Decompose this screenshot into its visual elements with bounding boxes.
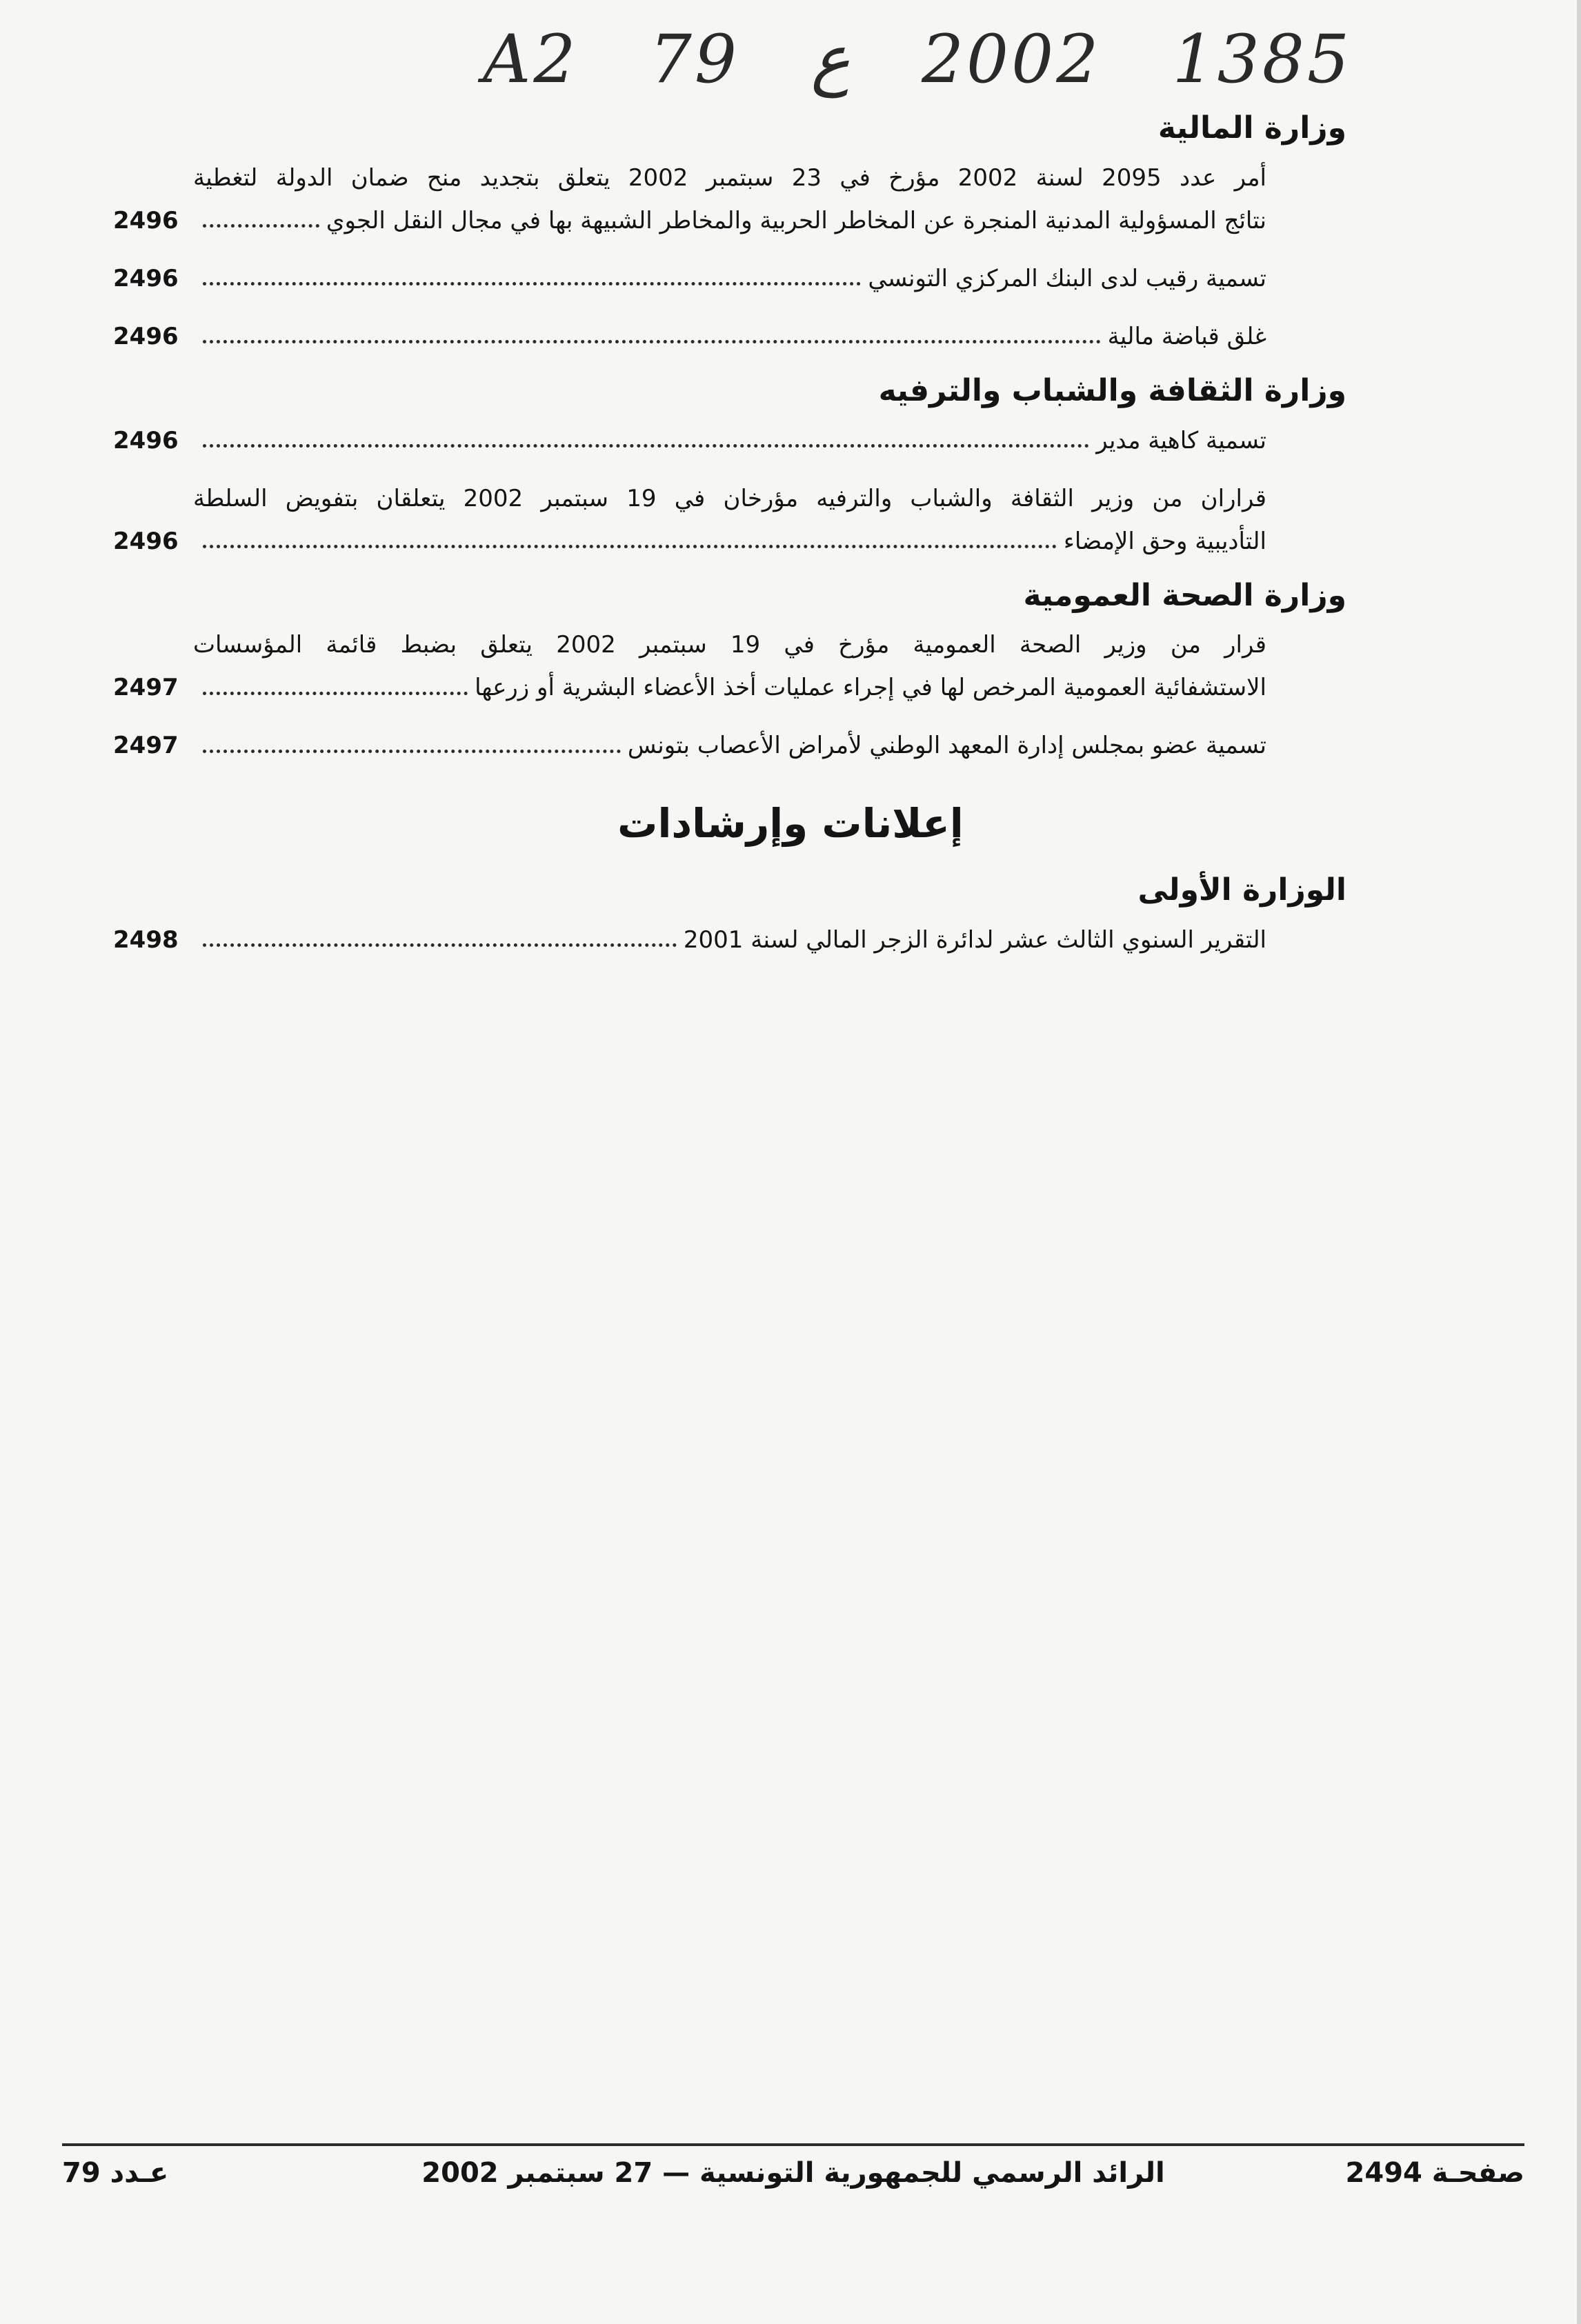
- table-of-contents: [113, 110, 1346, 782]
- toc-entry: [113, 257, 1266, 300]
- dot-leader: [203, 943, 677, 947]
- ministry-heading: وزارة الصحة العمومية: [1023, 577, 1346, 613]
- ministry-heading: الوزارة الأولى: [1137, 872, 1346, 908]
- entry-line: [113, 666, 1266, 709]
- toc-entry: [113, 724, 1266, 767]
- ministry-heading: وزارة المالية: [1157, 110, 1346, 146]
- announcements-title: إعلانات وإرشادات: [617, 800, 964, 847]
- toc-entry: [113, 315, 1266, 358]
- page-number: 2497: [113, 732, 179, 760]
- entry-title: تسمية عضو بمجلس إدارة المعهد الوطني لأمراض الأعصاب بتونس: [627, 732, 1266, 760]
- dot-leader: [203, 340, 1101, 343]
- scan-edge: [1577, 0, 1581, 2324]
- handwritten-mark: 1385: [1172, 21, 1352, 98]
- handwritten-mark: A2: [483, 21, 579, 98]
- issue-number: عـدد 79: [62, 2157, 169, 2189]
- entry-line: [113, 315, 1266, 358]
- entry-title: تسمية رقيب لدى البنك المركزي التونسي: [868, 264, 1266, 292]
- dot-leader: [203, 224, 319, 228]
- page-number: 2498: [113, 925, 179, 954]
- footer-page-number: صفحـة 2494: [1345, 2157, 1524, 2189]
- entry-title: الاستشفائية العمومية المرخص لها في إجراء عمليات أخذ الأعضاء البشرية أو زرعها: [475, 674, 1266, 702]
- page-number: 2496: [113, 527, 179, 555]
- entry-line: [113, 919, 1266, 961]
- entry-line: [113, 199, 1266, 242]
- entry-title: تسمية كاهية مدير: [1096, 426, 1266, 454]
- entry-title: غلق قباضة مالية: [1107, 322, 1266, 350]
- toc-section: [113, 372, 1346, 563]
- toc-entry: [113, 623, 1266, 709]
- publication-title: الرائد الرسمي للجمهورية التونسية — 27 سبتمبر 2002: [421, 2157, 1165, 2189]
- entry-line: [113, 520, 1266, 563]
- entry-text: قراران من وزير الثقافة والشباب والترفيه مؤرخان في 19 سبتمبر 2002 يتعلقان بتفويض السلطة: [193, 484, 1266, 512]
- entry-line: [113, 257, 1266, 300]
- dot-leader: [203, 545, 1057, 548]
- handwritten-mark: ع: [811, 21, 851, 98]
- dot-leader: [203, 750, 621, 753]
- toc-entry: [113, 919, 1266, 961]
- footer-rule: [62, 2143, 1524, 2146]
- announcements-contents: [113, 872, 1346, 976]
- toc-section: [113, 110, 1346, 358]
- page-number: 2496: [113, 264, 179, 292]
- ministry-heading: وزارة الثقافة والشباب والترفيه: [878, 372, 1346, 408]
- toc-entry: [113, 477, 1266, 563]
- toc-entry: [113, 157, 1266, 242]
- dot-leader: [203, 444, 1089, 448]
- entry-line: [113, 419, 1266, 462]
- page-number: 2496: [113, 322, 179, 350]
- page-number: 2496: [113, 206, 179, 234]
- entry-title: التأديبية وحق الإمضاء: [1063, 527, 1266, 555]
- page-number: 2497: [113, 674, 179, 702]
- handwritten-reference-note: [483, 21, 1352, 98]
- entry-title: نتائج المسؤولية المدنية المنجرة عن المخاطر الحربية والمخاطر الشبيهة بها في مجال النقل الجوي: [326, 206, 1266, 234]
- entry-line: [113, 724, 1266, 767]
- toc-section: [113, 577, 1346, 768]
- dot-leader: [203, 282, 861, 286]
- page-footer: [62, 2157, 1524, 2198]
- entry-text: أمر عدد 2095 لسنة 2002 مؤرخ في 23 سبتمبر 2002 يتعلق بتجديد منح ضمان الدولة لتغطية: [193, 163, 1266, 192]
- handwritten-mark: 79: [649, 21, 739, 98]
- entry-text: قرار من وزير الصحة العمومية مؤرخ في 19 سبتمبر 2002 يتعلق بضبط قائمة المؤسسات: [193, 631, 1266, 659]
- handwritten-mark: 2002: [921, 21, 1102, 98]
- dot-leader: [203, 692, 468, 695]
- page-number: 2496: [113, 426, 179, 454]
- toc-entry: [113, 419, 1266, 462]
- entry-title: التقرير السنوي الثالث عشر لدائرة الزجر المالي لسنة 2001: [683, 925, 1266, 954]
